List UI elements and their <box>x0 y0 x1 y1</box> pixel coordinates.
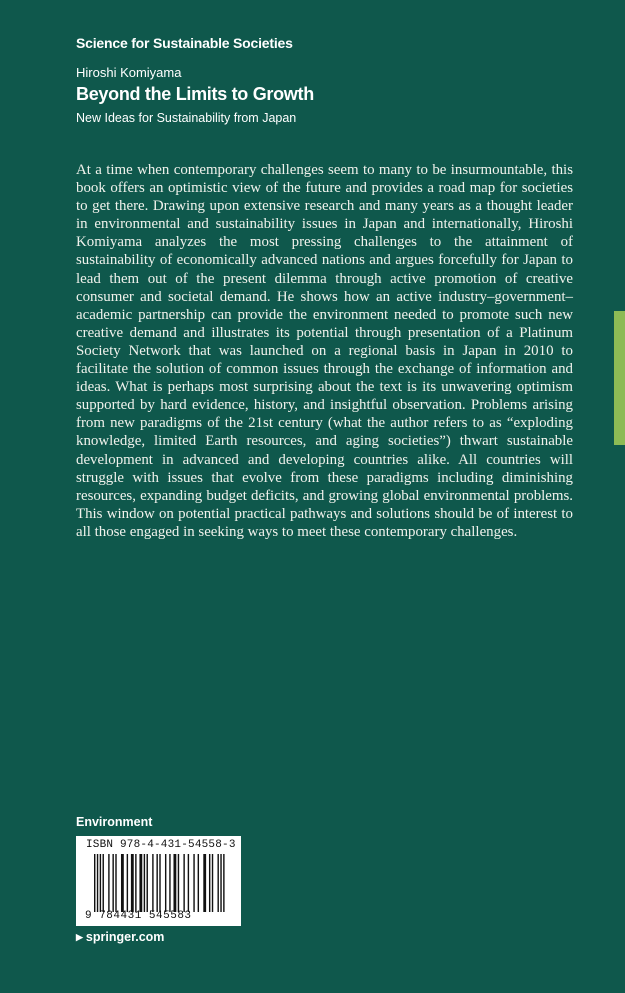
barcode-bar <box>212 854 213 912</box>
barcode-bar <box>139 854 142 912</box>
barcode-bar <box>156 854 157 912</box>
book-subtitle: New Ideas for Sustainability from Japan <box>76 111 297 125</box>
barcode-bar <box>203 854 206 912</box>
author-name: Hiroshi Komiyama <box>76 65 182 80</box>
barcode-bar <box>103 854 104 912</box>
barcode-bar <box>193 854 194 912</box>
barcode-bar <box>209 854 210 912</box>
barcode-bar <box>97 854 98 912</box>
barcode-bar <box>183 854 184 912</box>
barcode-bar <box>115 854 116 912</box>
book-title: Beyond the Limits to Growth <box>76 84 314 104</box>
barcode-bar <box>127 854 128 912</box>
barcode-bar <box>147 854 148 912</box>
barcode-bar <box>152 854 153 912</box>
website-label: springer.com <box>85 930 165 944</box>
back-cover-blurb: At a time when contemporary challenges seem to many to be insurmountable, this book offers an optimistic view of the future and provides a road map for societies to get there. Drawing upon extensive research and many years as a thought leader in environmental and sustainability issues in Japan and internationally, Hiroshi Komiyama analyzes the most pressing challenges to the attainment of sustainability of economically advanced nations and argues forcefully for Japan to lead them out of the present dilemma through active promotion of creative consumer and societal demand. He shows how an active industry–government–academic partnership can provide the environment needed to promote such new creative demand and illustrates its potential through presentation of a Platinum Society Network that was launched on a regional basis in Japan in 2010 to facilitate the solution of common issues through the exchange of information and ideas. What is perhaps most surprising about the text is its unwavering optimism supported by hard evidence, history, and insightful observation. Problems arising from new paradigms of the 21st century (what the author refers to as “exploding knowledge, limited Earth resources, and aging societies”) thwart sustainable development in advanced and developing countries alike. All countries will struggle with issues that evolve from these paradigms including diminishing resources, expanding budget deficits, and growing global environmental problems. This window on potential practical pathways and solutions should be of interest to all those engaged in seeking ways to meet these contemporary challenges. <box>76 162 573 540</box>
barcode-bar <box>173 854 176 912</box>
barcode-bar <box>169 854 170 912</box>
barcode-bar <box>131 854 134 912</box>
barcode-bar <box>112 854 113 912</box>
barcode-bar <box>178 854 179 912</box>
barcode-bar <box>159 854 160 912</box>
barcode-bar <box>188 854 189 912</box>
barcode-bars <box>94 854 226 912</box>
subject-category: Environment <box>76 815 153 829</box>
barcode-bar <box>100 854 101 912</box>
barcode-bar <box>165 854 166 912</box>
ean-digits: 9 784431 545583 <box>85 910 192 922</box>
barcode-bar <box>144 854 145 912</box>
barcode-bar <box>220 854 221 912</box>
isbn-number: ISBN 978-4-431-54558-3 <box>86 839 236 851</box>
barcode-bar <box>198 854 199 912</box>
series-name: Science for Sustainable Societies <box>76 35 293 51</box>
barcode-bar <box>223 854 224 912</box>
publisher-website[interactable] <box>76 930 164 944</box>
barcode-bar <box>121 854 124 912</box>
barcode-bar <box>94 854 95 912</box>
barcode-bar <box>217 854 218 912</box>
barcode-bar <box>135 854 136 912</box>
isbn-barcode <box>76 836 241 926</box>
triangle-right-icon: ▶ <box>76 932 83 942</box>
color-tab <box>614 311 625 445</box>
barcode-bar <box>108 854 109 912</box>
